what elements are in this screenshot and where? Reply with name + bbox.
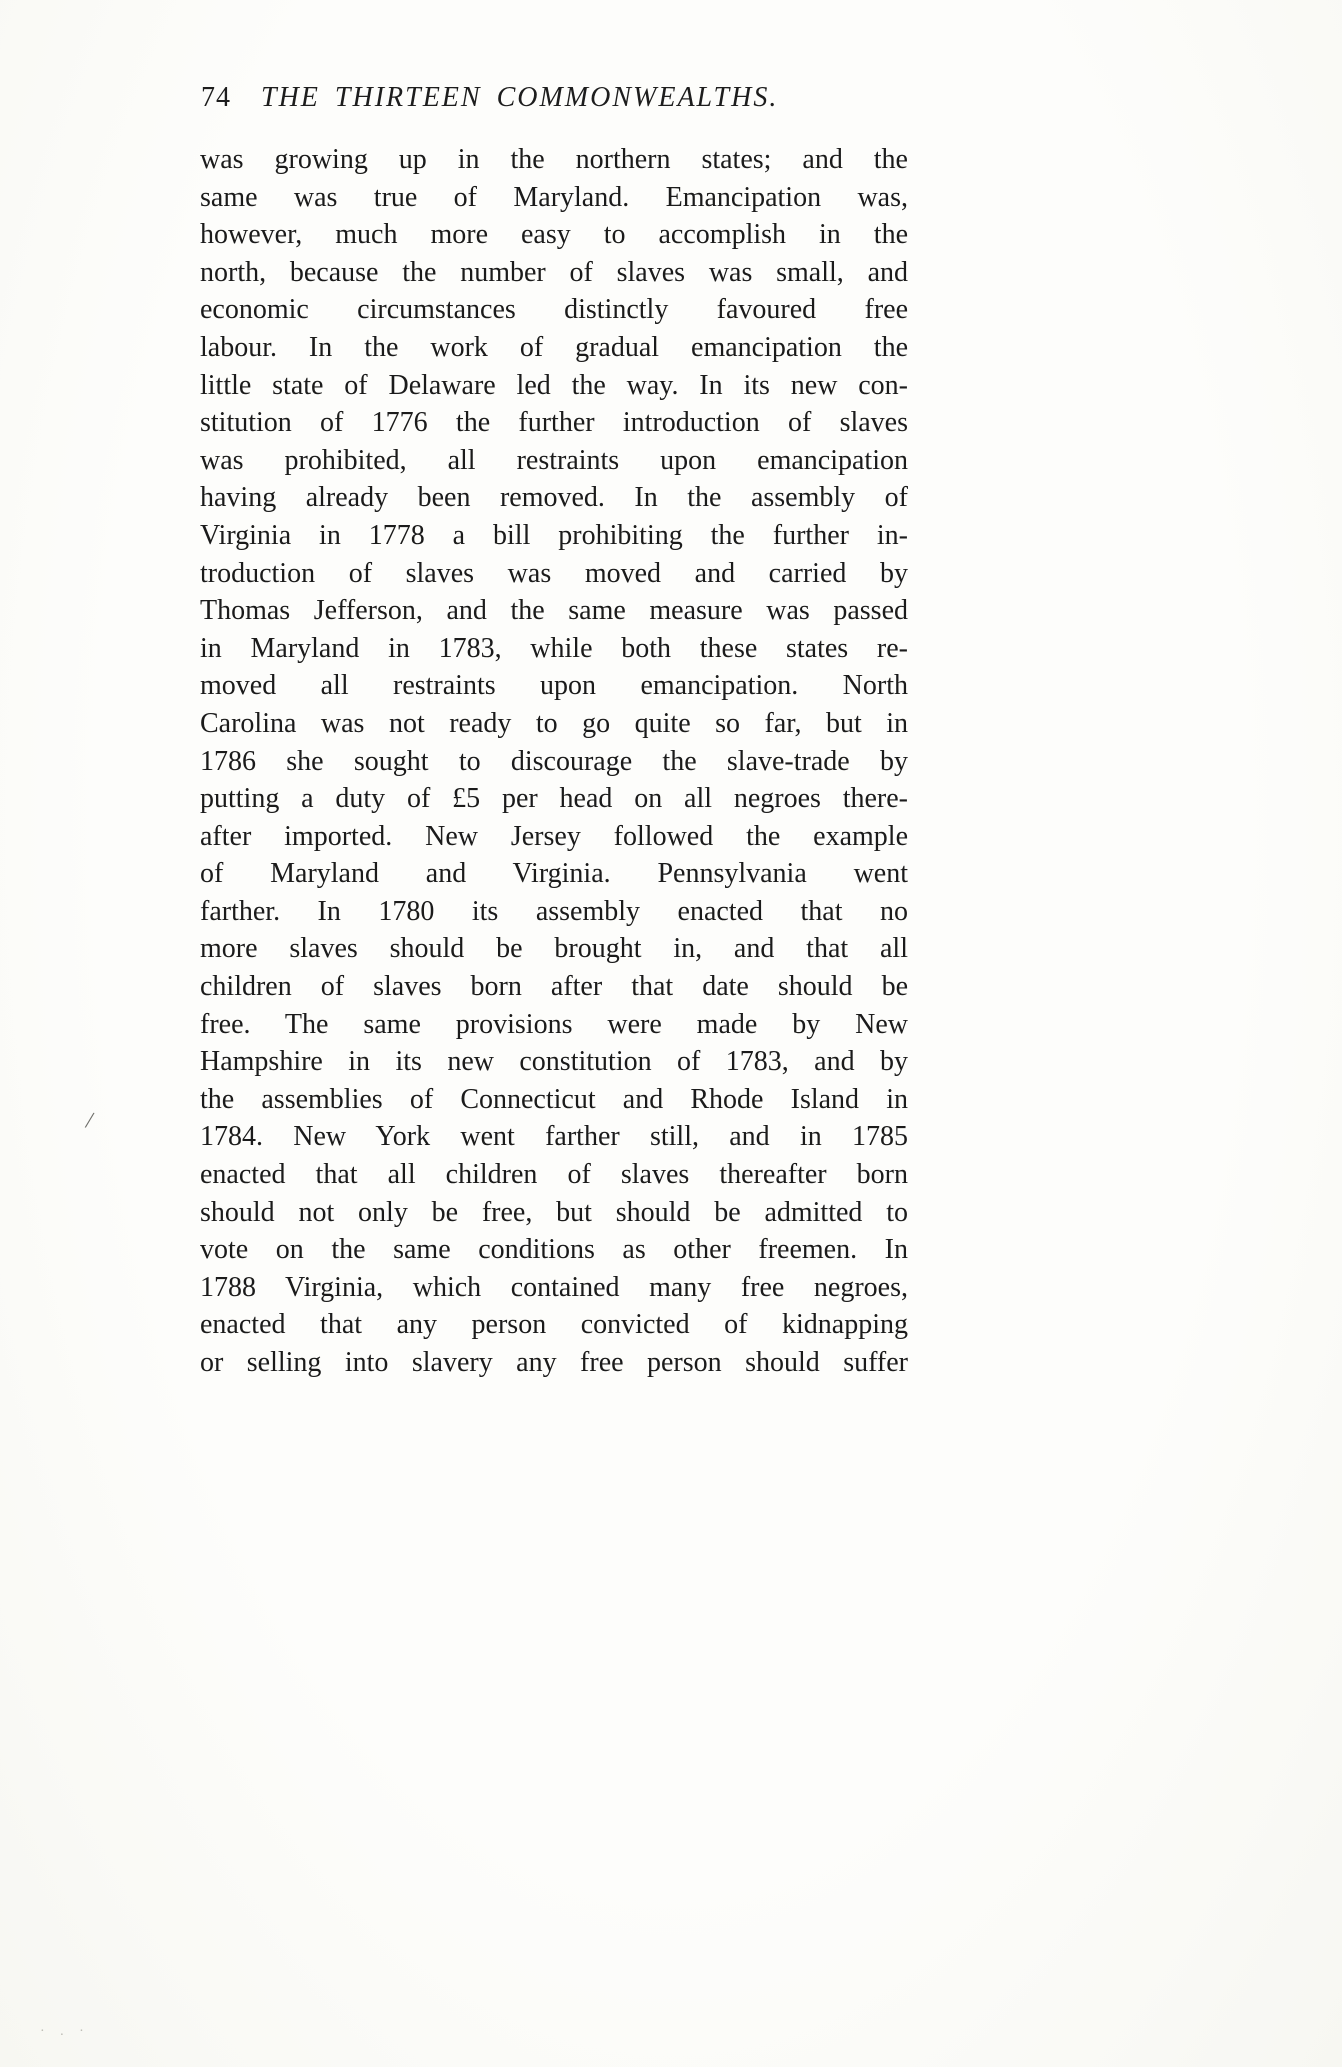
text-line: moved all restraints upon emancipation. North	[200, 670, 908, 702]
text-line: should not only be free, but should be admitted to	[200, 1196, 908, 1228]
running-title: THE THIRTEEN COMMONWEALTHS.	[261, 82, 779, 113]
scan-speckles: · . ·	[40, 2024, 90, 2039]
text-line: the assemblies of Connecticut and Rhode Island in	[200, 1083, 908, 1115]
text-line: was growing up in the northern states; and the	[200, 144, 908, 175]
text-line: Thomas Jefferson, and the same measure was passed	[200, 595, 908, 627]
text-line: enacted that any person convicted of kidnapping	[200, 1309, 908, 1341]
text-line: north, because the number of slaves was small, and	[200, 256, 908, 288]
text-line: little state of Delaware led the way. In its new con-	[200, 369, 908, 401]
text-line: 1788 Virginia, which contained many free negroes,	[200, 1271, 908, 1303]
text-line: in Maryland in 1783, while both these states re-	[200, 632, 908, 664]
body-text	[200, 141, 908, 1382]
text-line: having already been removed. In the assembly of	[200, 482, 908, 514]
text-line: enacted that all children of slaves thereafter born	[200, 1159, 908, 1191]
text-line: 1784. New York went farther still, and in 1785	[200, 1121, 908, 1153]
text-line: children of slaves born after that date should be	[200, 971, 908, 1003]
running-head	[201, 82, 911, 114]
text-line: of Maryland and Virginia. Pennsylvania went	[200, 858, 908, 890]
text-line: after imported. New Jersey followed the example	[200, 820, 908, 852]
text-line: more slaves should be brought in, and that all	[200, 933, 908, 965]
margin-pen-mark: /	[83, 1107, 96, 1135]
text-line: stitution of 1776 the further introduction of slaves	[200, 407, 908, 439]
text-line: farther. In 1780 its assembly enacted that no	[200, 895, 908, 927]
text-line: vote on the same conditions as other freemen. In	[200, 1234, 908, 1266]
text-line: putting a duty of £5 per head on all negroes there-	[200, 783, 908, 815]
text-line: economic circumstances distinctly favoured free	[200, 294, 908, 326]
text-line: Virginia in 1778 a bill prohibiting the further in-	[200, 519, 908, 551]
text-line: free. The same provisions were made by New	[200, 1008, 908, 1040]
text-line: Hampshire in its new constitution of 1783, and by	[200, 1046, 908, 1078]
text-line: Carolina was not ready to go quite so far, but in	[200, 707, 908, 739]
text-line: was prohibited, all restraints upon emancipation	[200, 444, 908, 476]
text-line: however, much more easy to accomplish in the	[200, 219, 908, 251]
text-line: or selling into slavery any free person should suffer	[200, 1347, 908, 1378]
text-line: labour. In the work of gradual emancipation the	[200, 331, 908, 363]
text-line: same was true of Maryland. Emancipation was,	[200, 181, 908, 213]
page-number: 74	[201, 82, 231, 113]
text-line: troduction of slaves was moved and carried by	[200, 557, 908, 589]
text-line: 1786 she sought to discourage the slave-trade by	[200, 745, 908, 777]
